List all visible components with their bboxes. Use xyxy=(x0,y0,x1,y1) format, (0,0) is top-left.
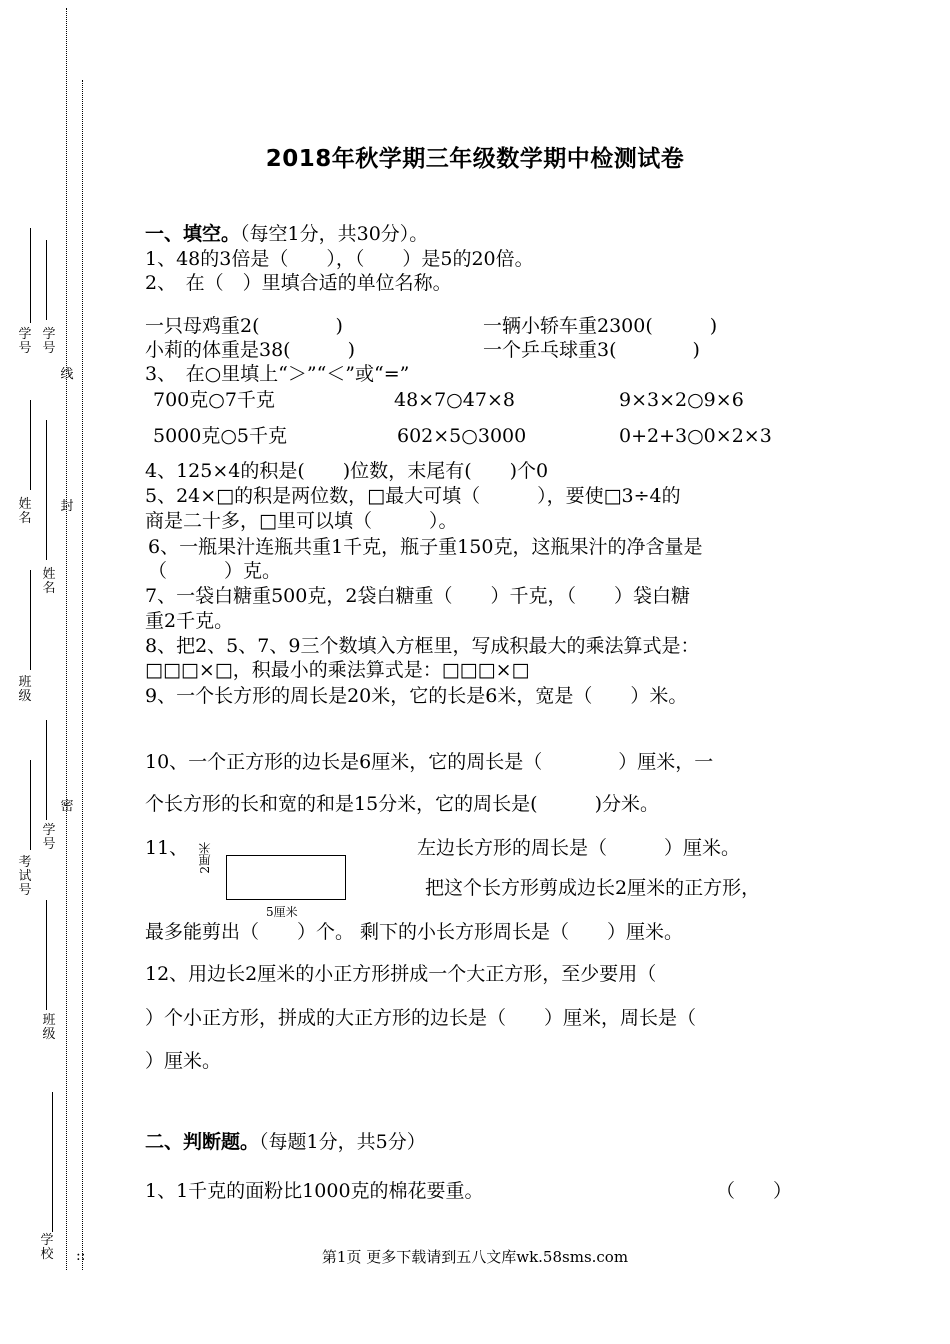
underline-school xyxy=(52,1092,53,1232)
binding-line-inner xyxy=(82,80,83,1270)
unit-c: 小莉的体重是38( ) xyxy=(145,339,356,361)
margin-inner-mi: 密 xyxy=(60,799,74,814)
underline-inner-1 xyxy=(46,240,47,320)
q11-line1: 左边长方形的周长是（ ）厘米。 xyxy=(417,837,741,859)
q1: 1、48的3倍是（ ），（ ）是5的20倍。 xyxy=(145,248,534,270)
underline-inner-4 xyxy=(46,900,47,1010)
q2: 2、 在（ ）里填合适的单位名称。 xyxy=(145,272,452,294)
q11-number: 11、 xyxy=(145,837,189,859)
section1-heading xyxy=(145,222,428,246)
q11-rectangle-figure xyxy=(226,855,346,900)
judge-q1: 1、1千克的面粉比1000克的棉花要重。 xyxy=(145,1180,484,1202)
section1-head: 一、填空。 xyxy=(145,223,241,245)
q11-figure-bottom-label: 5厘米 xyxy=(266,905,298,919)
margin-inner-studentno-2: 学 号 xyxy=(42,823,56,852)
section1-note: （每空1分，共30分）。 xyxy=(240,223,429,245)
page-title: 2018年秋学期三年级数学期中检测试卷 xyxy=(265,146,685,172)
q10-line2: 个长方形的长和宽的和是15分米，它的周长是( )分米。 xyxy=(145,793,660,815)
compare-1-2: 48×7○47×8 xyxy=(394,389,515,411)
margin-inner-feng: 封 xyxy=(60,499,74,514)
section2-heading xyxy=(145,1130,426,1154)
underline-inner-3 xyxy=(46,720,47,820)
compare-2-2: 602×5○3000 xyxy=(397,425,527,447)
q7-line2: 重2千克。 xyxy=(145,610,234,632)
q10-line1: 10、一个正方形的边长是6厘米，它的周长是（ ）厘米，一 xyxy=(145,751,714,773)
underline-class xyxy=(30,570,31,670)
compare-1-1: 700克○7千克 xyxy=(153,389,275,411)
margin-inner-studentno: 学 号 xyxy=(42,327,56,356)
q11-line3: 最多能剪出（ ）个。 剩下的小长方形周长是（ ）厘米。 xyxy=(145,921,684,943)
compare-2-3: 0+2+3○0×2×3 xyxy=(619,425,772,447)
underline-inner-2 xyxy=(46,420,47,560)
margin-inner-class: 班 级 xyxy=(42,1013,56,1042)
q12-line3: ）厘米。 xyxy=(145,1050,222,1072)
q12-line1: 12、用边长2厘米的小正方形拼成一个大正方形，至少要用（ xyxy=(145,963,657,985)
unit-b: 一辆小轿车重2300( ) xyxy=(483,315,718,337)
side-label-text: 2厘米 xyxy=(197,842,212,874)
margin-dots: :: xyxy=(76,1248,86,1264)
section2-note: （每题1分，共5分） xyxy=(259,1131,426,1153)
section2-head: 二、判断题。 xyxy=(145,1131,260,1153)
q6-line1: 6、一瓶果汁连瓶共重1千克，瓶子重150克，这瓶果汁的净含量是 xyxy=(148,536,703,558)
judge-q1-answer-paren: （ ） xyxy=(716,1180,793,1202)
margin-label-class: 班 级 xyxy=(18,675,32,704)
q4: 4、125×4的积是( )位数，末尾有( )个0 xyxy=(145,460,549,482)
unit-d: 一个乒乓球重3( ) xyxy=(483,339,700,361)
underline-examno xyxy=(30,760,31,850)
q3: 3、 在○里填上“＞”“＜”或“=” xyxy=(145,363,410,385)
q9: 9、一个长方形的周长是20米，它的长是6米，宽是（ ）米。 xyxy=(145,685,688,707)
margin-inner-name: 姓 名 xyxy=(42,567,56,596)
q6-line2: （ ）克。 xyxy=(148,560,282,582)
margin-label-school: 学 校 xyxy=(40,1233,54,1262)
margin-inner-xian: 线 xyxy=(60,367,74,382)
margin-label-name: 姓 名 xyxy=(18,497,32,526)
q7-line1: 7、一袋白糖重500克，2袋白糖重（ ）千克，（ ）袋白糖 xyxy=(145,585,690,607)
margin-label-examno: 考 试 号 xyxy=(18,855,32,898)
compare-1-3: 9×3×2○9×6 xyxy=(619,389,744,411)
unit-a: 一只母鸡重2( ) xyxy=(145,315,343,337)
page-footer: 第1页 更多下载请到五八文库wk.58sms.com xyxy=(321,1248,629,1266)
q5-line1: 5、24×□的积是两位数，□最大可填（ ），要使□3÷4的 xyxy=(145,485,681,507)
q12-line2: ）个小正方形，拼成的大正方形的边长是（ ）厘米，周长是（ xyxy=(145,1007,697,1029)
underline-studentno xyxy=(30,228,31,323)
q8-line2: □□□×□，积最小的乘法算式是：□□□×□ xyxy=(145,659,530,681)
q11-figure-side-label xyxy=(198,842,212,877)
q5-line2: 商是二十多，□里可以填（ ）。 xyxy=(145,510,458,532)
q11-line2: 把这个长方形剪成边长2厘米的正方形， xyxy=(425,877,761,899)
q8-line1: 8、把2、5、7、9三个数填入方框里，写成积最大的乘法算式是： xyxy=(145,635,700,657)
margin-label-studentno: 学 号 xyxy=(18,327,32,356)
compare-2-1: 5000克○5千克 xyxy=(153,425,288,447)
binding-line-outer xyxy=(66,8,67,1270)
underline-name xyxy=(30,400,31,490)
